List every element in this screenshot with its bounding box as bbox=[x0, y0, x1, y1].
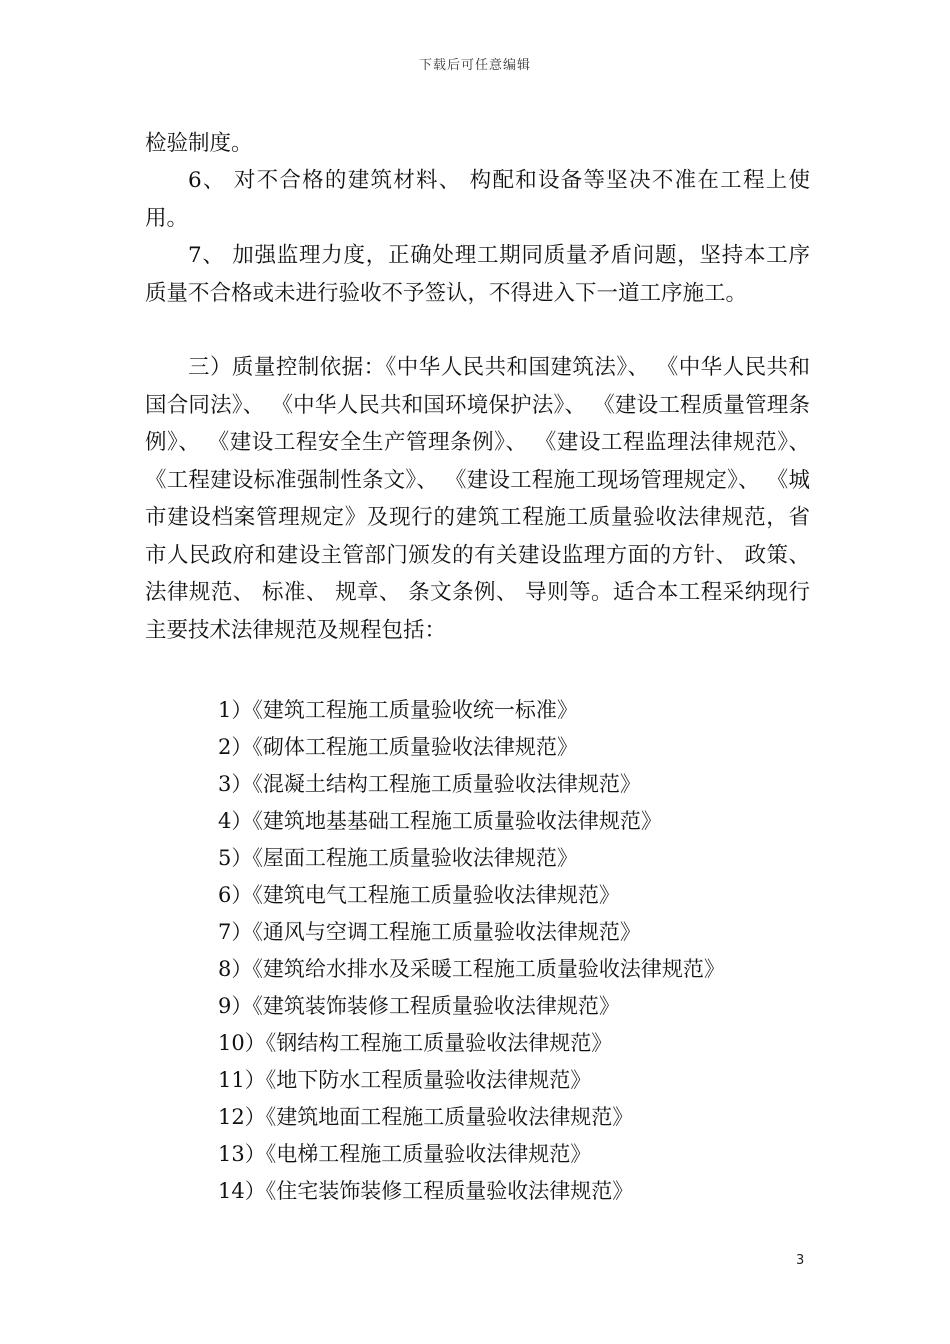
paragraph-item-6: 6、 对不合格的建筑材料、 构配和设备等坚决不准在工程上使用。 bbox=[145, 168, 810, 231]
list-item: 13）《电梯工程施工质量验收法律规范》 bbox=[218, 1142, 592, 1166]
list-item: 4）《建筑地基基础工程施工质量验收法律规范》 bbox=[218, 809, 662, 833]
list-item: 5）《屋面工程施工质量验收法律规范》 bbox=[218, 846, 578, 870]
paragraph-quality-basis: 三）质量控制依据：《中华人民共和国建筑法》、 《中华人民共和国合同法》、 《中华人民共和国环境保护法》、 《建设工程质量管理条例》、 《建设工程安全生产管理条例》、 《建设工程监理法律规范》、 《工程建设标准强制性条文》、 《建设工程施工现场管理规定》、 《城市建设档案管理规定》及现行的建筑工程施工质量验收法律规范，省市人民政府和建设主管部门颁发的有关建设监理方面的方针、 政策、 法律规范、 标准、 规章、 条文条例、 导则等。适合本工程采纳现行主要技术法律规范及规程包括： bbox=[145, 355, 810, 643]
paragraph-item-7: 7、 加强监理力度，正确处理工期同质量矛盾问题，坚持本工序质量不合格或未进行验收不予签认，不得进入下一道工序施工。 bbox=[145, 243, 810, 306]
list-item: 11）《地下防水工程质量验收法律规范》 bbox=[218, 1068, 592, 1092]
list-item: 10）《钢结构工程施工质量验收法律规范》 bbox=[218, 1031, 613, 1055]
page-header: 下载后可任意编辑 bbox=[418, 58, 531, 73]
paragraph-continuation: 检验制度。 bbox=[145, 131, 253, 156]
list-item: 3）《混凝土结构工程施工质量验收法律规范》 bbox=[218, 772, 641, 796]
list-item: 7）《通风与空调工程施工质量验收法律规范》 bbox=[218, 920, 641, 944]
list-item: 12）《建筑地面工程施工质量验收法律规范》 bbox=[218, 1105, 634, 1129]
list-item: 6）《建筑电气工程施工质量验收法律规范》 bbox=[218, 883, 620, 907]
list-item: 9）《建筑装饰装修工程质量验收法律规范》 bbox=[218, 994, 620, 1018]
list-item: 8）《建筑给水排水及采暖工程施工质量验收法律规范》 bbox=[218, 957, 725, 981]
list-item: 2）《砌体工程施工质量验收法律规范》 bbox=[218, 735, 578, 759]
standards-list bbox=[218, 692, 725, 1210]
list-item: 14）《住宅装饰装修工程质量验收法律规范》 bbox=[218, 1179, 634, 1203]
page-number: 3 bbox=[796, 1253, 805, 1268]
list-item: 1）《建筑工程施工质量验收统一标准》 bbox=[218, 698, 578, 722]
